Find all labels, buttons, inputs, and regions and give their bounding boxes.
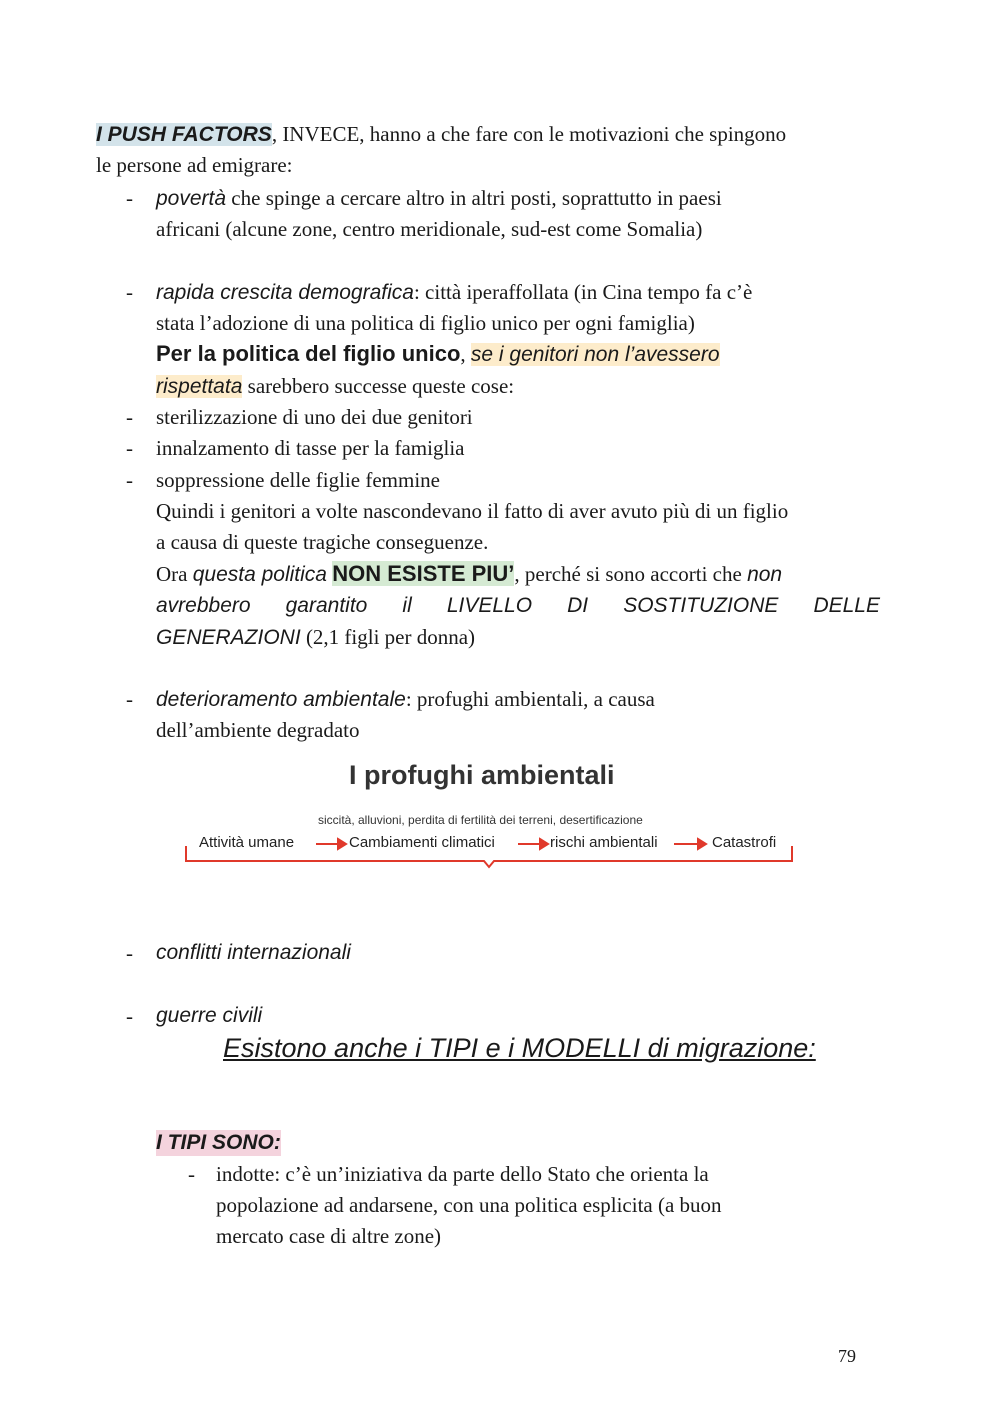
poverta-rest: che spinge a cercare altro in altri posti, soprattutto in paesi xyxy=(226,186,722,210)
tipi-item-line-2: popolazione ad andarsene, con una politica esplicita (a buon xyxy=(216,1193,722,1217)
bullet-poverta-line-1 xyxy=(156,185,722,212)
figure-arrows xyxy=(180,830,800,874)
policy-rest: sarebbero successe queste cose: xyxy=(242,374,515,398)
ora-word: avrebbero xyxy=(156,594,251,617)
bullet-dash: - xyxy=(188,1162,195,1186)
ora-word: LIVELLO xyxy=(446,594,533,617)
ora-line-1 xyxy=(156,561,782,588)
bullet-guerre: guerre civili xyxy=(156,1004,263,1027)
tipi-title: I TIPI SONO: xyxy=(156,1131,281,1154)
ora-italic2: non xyxy=(747,563,783,586)
ora-line-2 xyxy=(156,593,880,619)
intro-line-2: le persone ad emigrare: xyxy=(96,153,293,177)
ora-mid: , perché si sono accorti che xyxy=(514,562,748,586)
policy-highlight-1: se i genitori non l’avessero xyxy=(470,343,720,366)
section-heading: Esistono anche i TIPI e i MODELLI di migrazione: xyxy=(223,1033,816,1063)
generazioni-term: GENERAZIONI xyxy=(156,626,301,649)
figure-step: Cambiamenti climatici xyxy=(349,834,495,851)
ora-word: garantito xyxy=(285,594,368,617)
intro-rest: , INVECE, hanno a che fare con le motivazioni che spingono xyxy=(271,122,787,146)
ora-word: DI xyxy=(567,594,589,617)
arrow-right-icon xyxy=(338,839,346,849)
crescita-term: rapida crescita demografica xyxy=(156,281,414,304)
bullet-dash: - xyxy=(126,468,133,492)
ora-word: SOSTITUZIONE xyxy=(623,594,779,617)
figure-subtitle: siccità, alluvioni, perdita di fertilità dei terreni, desertificazione xyxy=(318,813,643,827)
figure-title: I profughi ambientali xyxy=(349,760,615,790)
bullet-dash: - xyxy=(126,687,133,711)
sub-item-2: innalzamento di tasse per la famiglia xyxy=(156,436,465,460)
bullet-conflitti: conflitti internazionali xyxy=(156,941,351,964)
ora-pre: Ora xyxy=(156,562,193,586)
policy-line-2 xyxy=(156,373,514,400)
quindi-line-2: a causa di queste tragiche conseguenze. xyxy=(156,530,489,554)
deterioramento-rest: : profughi ambientali, a causa xyxy=(405,687,655,711)
tipi-item-line-3: mercato case di altre zone) xyxy=(216,1224,442,1248)
deterioramento-term: deterioramento ambientale xyxy=(156,688,406,711)
bullet-dash: - xyxy=(126,280,133,304)
bullet-crescita-line-2: stata l’adozione di una politica di figlio unico per ogni famiglia) xyxy=(156,311,695,335)
ora-word: il xyxy=(402,594,412,617)
intro-line-1 xyxy=(96,121,786,148)
figure-step: Catastrofi xyxy=(712,834,777,851)
bullet-dash: - xyxy=(126,436,133,460)
sub-item-1: sterilizzazione di uno dei due genitori xyxy=(156,405,473,429)
policy-comma: , xyxy=(460,342,471,366)
tipi-item-line-1: indotte: c’è un’iniziativa da parte dello Stato che orienta la xyxy=(216,1162,709,1186)
bullet-poverta-line-2: africani (alcune zone, centro meridionale, sud-est come Somalia) xyxy=(156,217,703,241)
crescita-rest: : città iperaffollata (in Cina tempo fa c’è xyxy=(413,280,753,304)
bullet-dash: - xyxy=(126,1004,133,1028)
bullet-deterioramento-line-1 xyxy=(156,686,655,713)
arrow-right-icon xyxy=(698,839,706,849)
policy-highlight-2: rispettata xyxy=(156,375,243,398)
ora-word: DELLE xyxy=(813,594,880,617)
ora-line-3 xyxy=(156,624,475,651)
generazioni-rest: (2,1 figli per donna) xyxy=(300,625,476,649)
figure-brace xyxy=(186,846,792,867)
figure-step: rischi ambientali xyxy=(550,834,658,851)
policy-line-1 xyxy=(156,341,720,368)
figure-step: Attività umane xyxy=(199,834,295,851)
policy-bold: Per la politica del figlio unico xyxy=(156,341,461,366)
non-esiste-piu-highlight: NON ESISTE PIU’ xyxy=(332,561,515,586)
bullet-crescita-line-1 xyxy=(156,279,752,306)
bullet-dash: - xyxy=(126,941,133,965)
bullet-deterioramento-line-2: dell’ambiente degradato xyxy=(156,718,360,742)
bullet-dash: - xyxy=(126,186,133,210)
sub-item-3: soppressione delle figlie femmine xyxy=(156,468,441,492)
push-factors-term: I PUSH FACTORS xyxy=(96,123,272,146)
bullet-dash: - xyxy=(126,405,133,429)
arrow-right-icon xyxy=(540,839,548,849)
ora-italic: questa politica xyxy=(192,563,327,586)
quindi-line-1: Quindi i genitori a volte nascondevano il fatto di aver avuto più di un figlio xyxy=(156,499,789,523)
poverta-term: povertà xyxy=(156,187,227,210)
page-number: 79 xyxy=(838,1346,856,1366)
